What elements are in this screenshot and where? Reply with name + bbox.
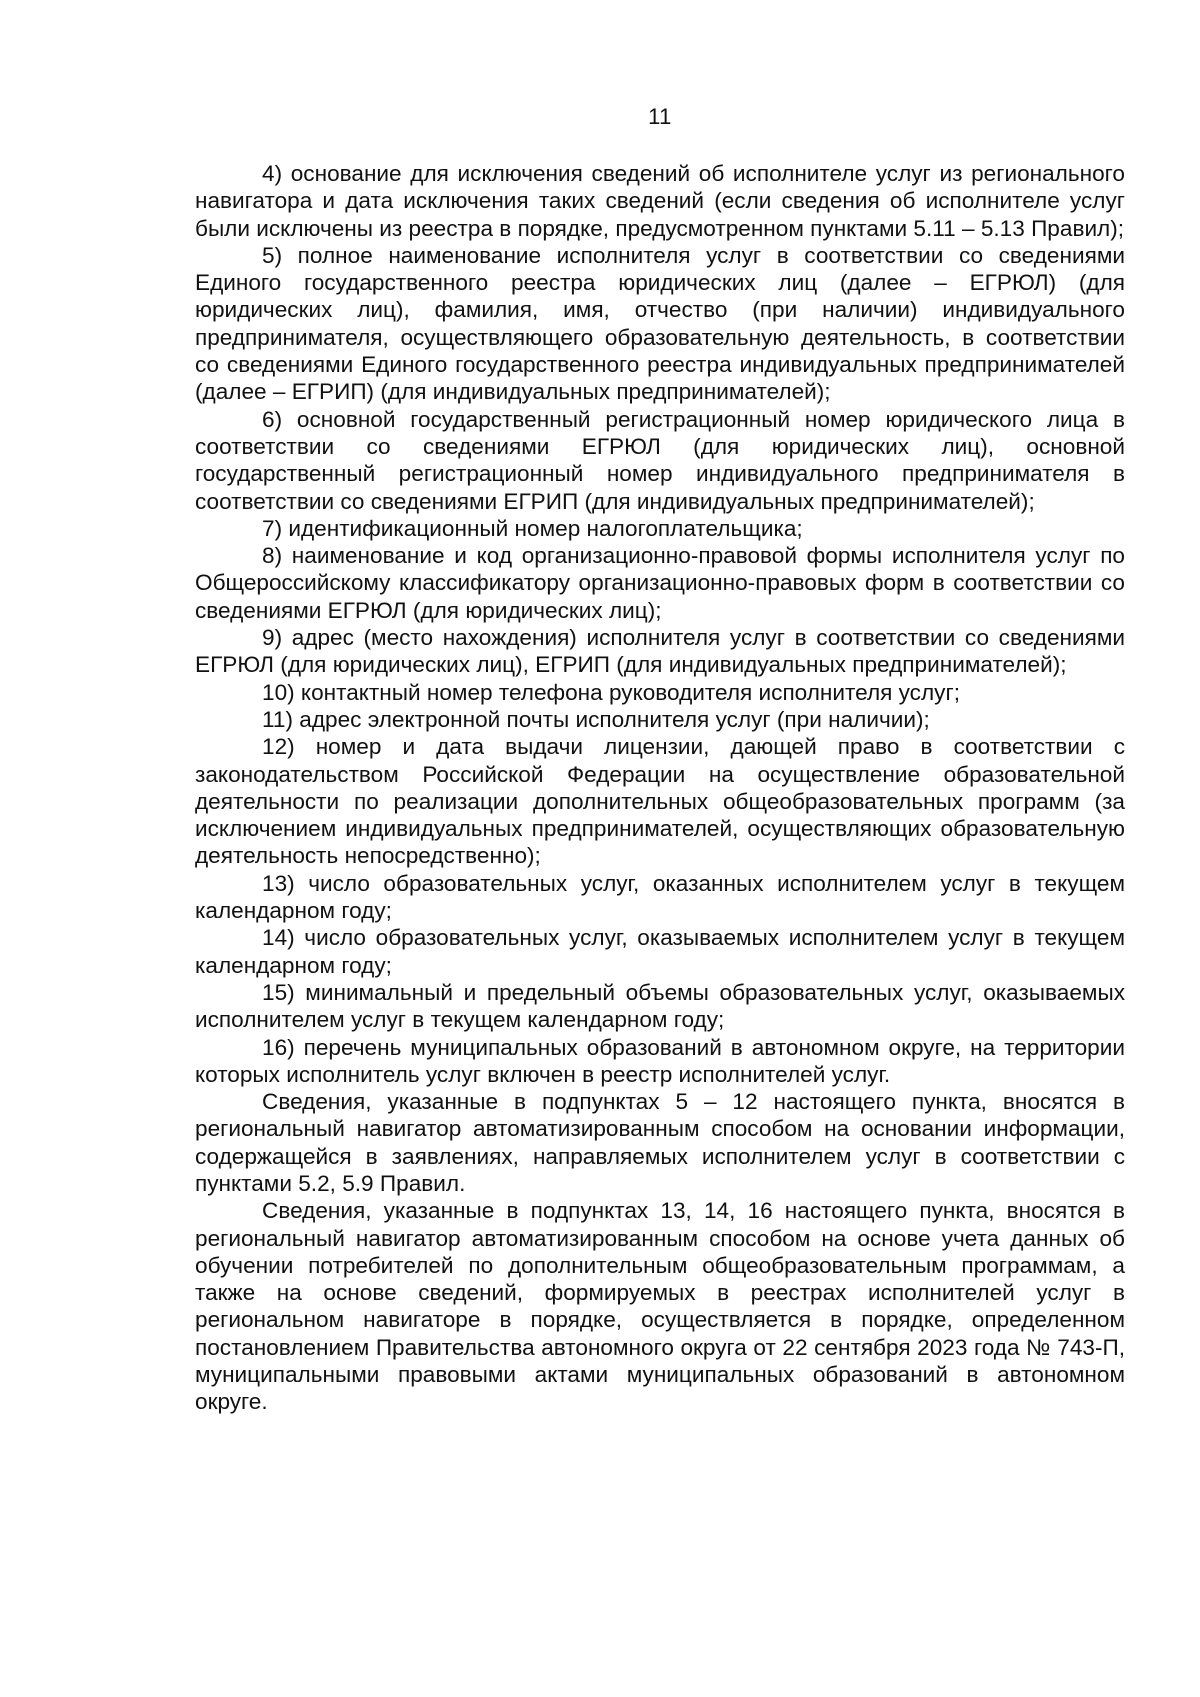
paragraph: Сведения, указанные в подпунктах 5 – 12 настоящего пункта, вносятся в региональный навигатор автоматизированным способом на основании информации, содержащейся в заявлениях, направляемых исполнителем услуг в соответствии с пунктами 5.2, 5.9 Правил. [195,1089,1125,1196]
document-body [195,160,1125,1416]
list-item: 15) минимальный и предельный объемы образовательных услуг, оказываемых исполнителем услуг в текущем календарном году; [195,979,1125,1033]
list-item: 5) полное наименование исполнителя услуг в соответствии со сведениями Единого государственного реестра юридических лиц (далее – ЕГРЮЛ) (для юридических лиц), фамилия, имя, отчество (при наличии) индивидуального предпринимателя, осуществляющего образовательную деятельность, в соответствии со сведениями Единого государственного реестра индивидуальных предпринимателей (далее – ЕГРИП) (для индивидуальных предпринимателей); [195,242,1125,405]
list-item: 10) контактный номер телефона руководителя исполнителя услуг; [262,679,960,705]
list-item: 12) номер и дата выдачи лицензии, дающей право в соответствии с законодательством Российской Федерации на осуществление образовательной деятельности по реализации дополнительных общеобразовательных программ (за исключением индивидуальных предпринимателей, осуществляющих образовательную деятельность непосредственно); [195,734,1125,869]
list-item: 13) число образовательных услуг, оказанных исполнителем услуг в текущем календарном году; [195,870,1125,924]
list-item: 8) наименование и код организационно-правовой формы исполнителя услуг по Общероссийскому классификатору организационно-правовых форм в соответствии со сведениями ЕГРЮЛ (для юридических лиц); [195,543,1125,623]
page-number: 11 [648,104,672,129]
list-item: 4) основание для исключения сведений об исполнителе услуг из регионального навигатора и дата исключения таких сведений (если сведения об исполнителе услуг были исключены из реестра в порядке, предусмотренном пунктами 5.11 – 5.13 Правил); [195,161,1125,241]
list-item: 9) адрес (место нахождения) исполнителя услуг в соответствии со сведениями ЕГРЮЛ (для юридических лиц), ЕГРИП (для индивидуальных предпринимателей); [195,625,1125,678]
list-item: 11) адрес электронной почты исполнителя услуг (при наличии); [262,706,930,732]
paragraph: Сведения, указанные в подпунктах 13, 14, 16 настоящего пункта, вносятся в региональный навигатор автоматизированным способом на основе учета данных об обучении потребителей по дополнительным общеобразовательным программам, а также на основе сведений, формируемых в реестрах исполнителей услуг в региональном навигаторе в порядке, осуществляется в порядке, определенном постановлением Правительства автономного округа от 22 сентября 2023 года № 743-П, муниципальными правовыми актами муниципальных образований в автономном округе. [195,1198,1125,1415]
list-item: 6) основной государственный регистрационный номер юридического лица в соответствии со сведениями ЕГРЮЛ (для юридических лиц), основной государственный регистрационный номер индивидуального предпринимателя в соответствии со сведениями ЕГРИП (для индивидуальных предпринимателей); [195,406,1125,514]
list-item: 7) идентификационный номер налогоплательщика; [262,515,803,541]
list-item: 16) перечень муниципальных образований в автономном округе, на территории которых исполнитель услуг включен в реестр исполнителей услуг. [195,1034,1125,1087]
list-item: 14) число образовательных услуг, оказываемых исполнителем услуг в текущем календарном году; [195,925,1125,978]
